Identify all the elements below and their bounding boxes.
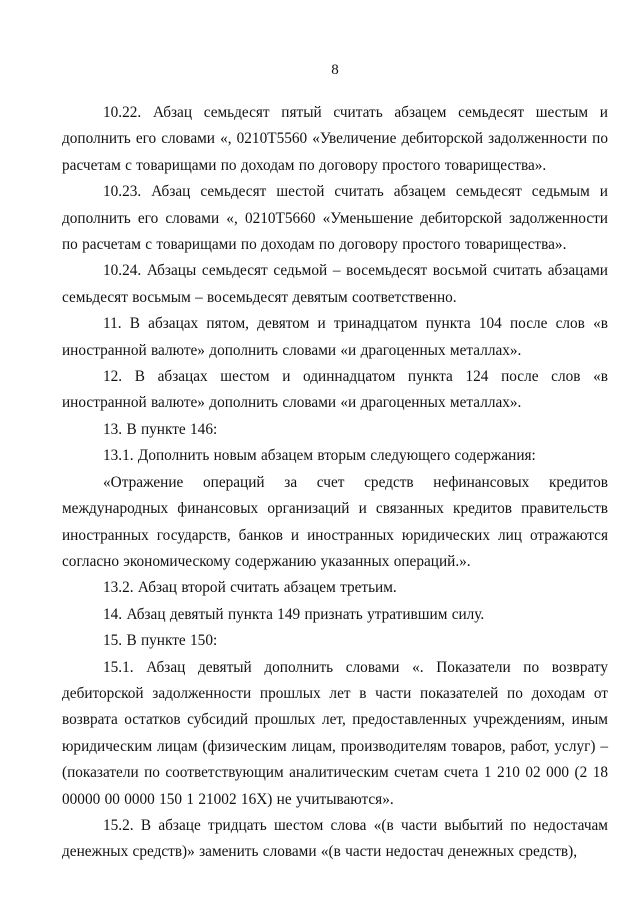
paragraph-14: 14. Абзац девятый пункта 149 признать утратившим силу. <box>103 605 485 623</box>
paragraph-13: 13. В пункте 146: <box>103 420 218 438</box>
paragraph-15: 15. В пункте 150: <box>103 632 218 650</box>
paragraph-15-1: 15.1. Абзац девятый дополнить словами «. Показатели по возврату дебиторской задолженности прошлых лет в части показателей по доходам от возврата остатков субсидий прошлых лет, предоставленных учреждениям, иным юридическим лицам (физическим лицам, производителям товаров, работ, услуг) – (показатели по соответствующим аналитическим счетам счета 1 210 02 000 (2 18 00000 00 0000 150 1 21002 16Х) не учитываются». <box>62 658 608 808</box>
paragraph-13-1: 13.1. Дополнить новым абзацем вторым следующего содержания: <box>103 447 536 465</box>
paragraph-15-2: 15.2. В абзаце тридцать шестом слова «(в части выбытий по недостачам денежных средств)» заменить словами «(в части недостач денежных средств), <box>62 816 608 861</box>
paragraph-12: 12. В абзацах шестом и одиннадцатом пункта 124 после слов «в иностранной валюте» дополнить словами «и драгоценных металлах». <box>62 368 608 412</box>
paragraph-13-2: 13.2. Абзац второй считать абзацем третьим. <box>103 579 397 597</box>
paragraph-13-1-quote: «Отражение операций за счет средств нефинансовых кредитов международных финансовых организаций и связанных кредитов правительств иностранных государств, банков и иностранных юридических лиц отражаются согласно экономическому содержанию указанных операций.». <box>62 473 608 570</box>
paragraph-10-23: 10.23. Абзац семьдесят шестой считать абзацем семьдесят седьмым и дополнить его словами «, 0210Т5660 «Уменьшение дебиторской задолженности по расчетам с товарищами по доходам по договору простого товарищества». <box>62 183 608 254</box>
paragraph-10-22: 10.22. Абзац семьдесят пятый считать абзацем семьдесят шестым и дополнить его словами «, 0210Т5560 «Увеличение дебиторской задолженности по расчетам с товарищами по доходам по договору простого товарищества». <box>62 104 608 174</box>
paragraph-10-24: 10.24. Абзацы семьдесят седьмой – восемьдесят восьмой считать абзацами семьдесят восьмым – восемьдесят девятым соответственно. <box>62 262 608 306</box>
page-number: 8 <box>331 62 339 78</box>
paragraph-11: 11. В абзацах пятом, девятом и тринадцатом пункта 104 после слов «в иностранной валюте» дополнить словами «и драгоценных металлах». <box>62 315 608 359</box>
